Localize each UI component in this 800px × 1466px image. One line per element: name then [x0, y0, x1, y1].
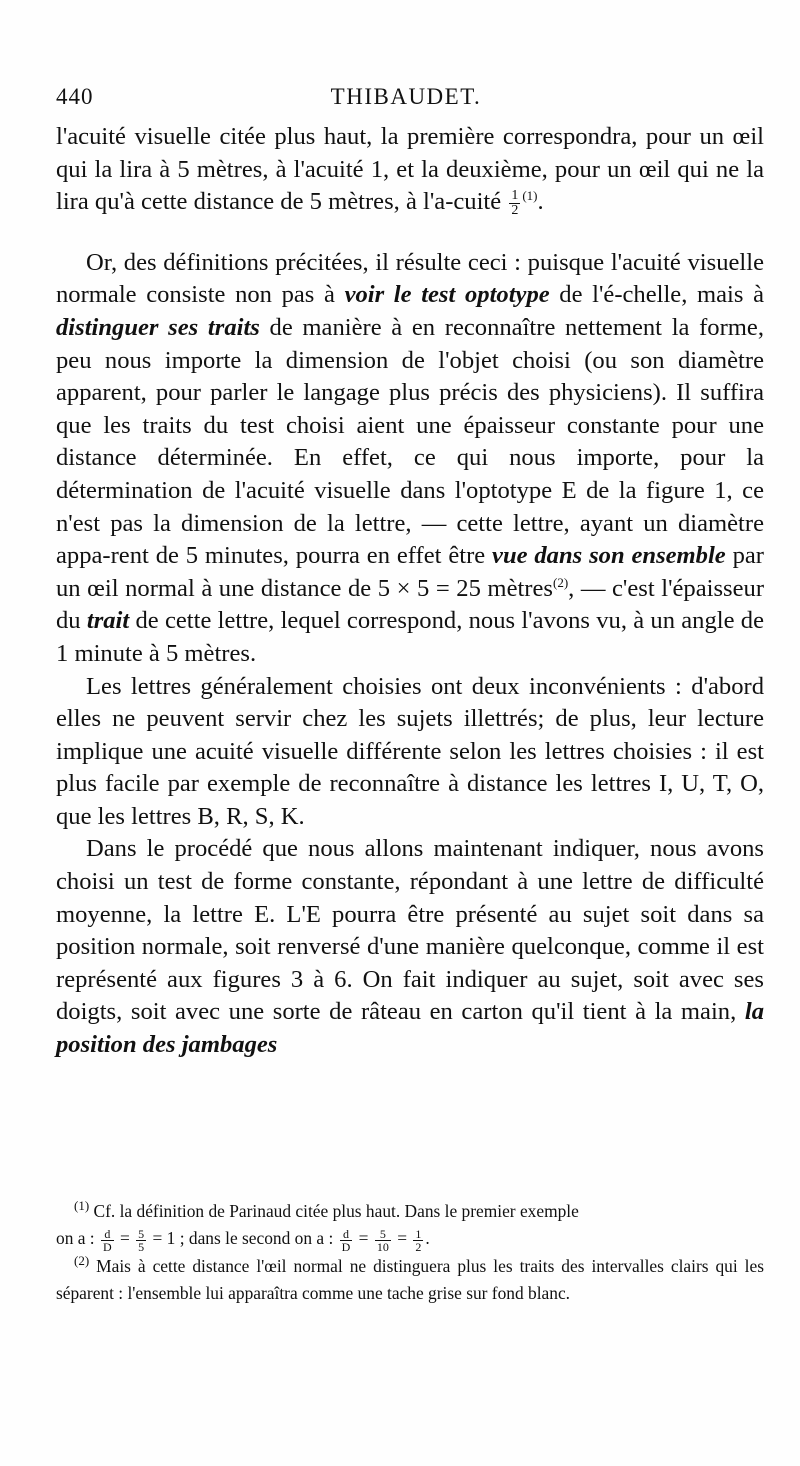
- footnote-2: $^{(2)}$ Mais à cette distance l'œil normal ne distinguera plus les traits des intervalles clairs qui les séparent : l'ensemble lui apparaîtra comme une tache grise sur fond blanc.: [56, 1252, 764, 1303]
- footnote-ref-2: (2): [553, 574, 569, 590]
- paragraph-4: Dans le procédé que nous allons maintenant indiquer, nous avons choisi un test de forme constante, répondant à une lettre de difficulté moyenne, la lettre E. L'E pourra être présenté au sujet soit dans sa position normale, soit renversé d'une manière quelconque, comme il est représenté aux figures 3 à 6. On fait indiquer au sujet, soit avec ses doigts, soit avec une sorte de râteau en carton qu'il tient à la main, la position des jambages: [56, 835, 764, 1059]
- running-title: THIBAUDET.: [330, 84, 482, 109]
- footnotes: [56, 1198, 764, 1307]
- fraction-5-over-5: $\frac{5}{5}$: [138, 1226, 145, 1254]
- fraction-one-half: $\frac{1}{2}$: [511, 188, 519, 219]
- fraction-d-over-D-2: $\frac{d}{D}$: [341, 1226, 351, 1254]
- fraction-1-over-2: $\frac{1}{2}$: [415, 1226, 422, 1254]
- page-header: [56, 84, 756, 114]
- footnote-1: $^{(1)}$ Cf. la définition de Parinaud citée plus haut. Dans le premier exemple: [74, 1198, 579, 1221]
- paragraph-1: l'acuité visuelle citée plus haut, la première correspondra, pour un œil qui la lira à 5 mètres, à l'acuité 1, et la deuxième, pour un œil qui ne la lira qu'à cette distance de 5 mètres, à l'a-cuité $\frac{1}{2}$ $^{(1)}$.: [56, 123, 764, 219]
- paragraph-3: Les lettres généralement choisies ont deux inconvénients : d'abord elles ne peuvent servir chez les sujets illettrés; de plus, leur lecture implique une acuité visuelle différente selon les lettres choisies : il est plus facile par exemple de reconnaître à distance les lettres I, U, T, O, que les lettres B, R, S, K.: [56, 672, 764, 830]
- fraction-d-over-D: $\frac{d}{D}$: [102, 1226, 112, 1254]
- footnote-ref-1: (1): [522, 188, 538, 203]
- paragraph-2: Or, des définitions précitées, il résulte ceci : puisque l'acuité visuelle normale consiste non pas à voir le test optotype de l'é-chelle, mais à distinguer ses traits de manière à en reconnaître nettement la forme, peu nous importe la dimension de l'objet choisi (ou son diamètre apparent, pour parler le langage plus précis des physiciens). Il suffira que les traits du test choisi aient une épaisseur constante pour une distance déterminée. En effet, ce qui nous importe, pour la détermination de l'acuité visuelle dans l'optotype E de la figure 1, ce n'est pas la dimension de la lettre, — cette lettre, ayant un diamètre appa-rent de 5 minutes, pourra en effet être vue dans son ensemble par un œil normal à une distance de 5 × 5 = 25 mètres$^{(2)}$, — c'est l'épaisseur du trait de cette lettre, lequel correspond, nous l'avons vu, à un angle de 1 minute à 5 mètres.: [56, 248, 765, 667]
- page-number: 440: [56, 84, 94, 109]
- footnote-1-equations: on a : $\frac{d}{D}$ = $\frac{5}{5}$ = 1 ; dans le second on a : $\frac{d}{D}$ = $\frac{5}{10}$ = $\frac{1}{2}$ .: [56, 1226, 430, 1254]
- fraction-5-over-10: $\frac{5}{10}$: [376, 1226, 389, 1254]
- body-text: [56, 121, 764, 1062]
